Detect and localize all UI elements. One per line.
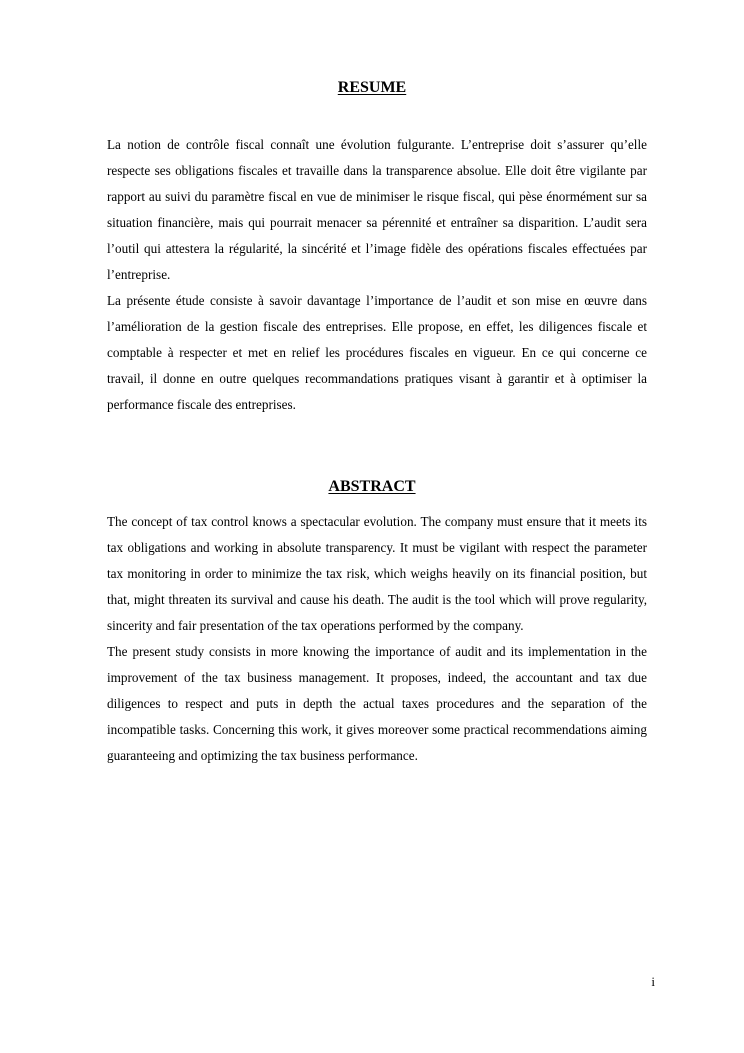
page-number: i: [651, 974, 655, 989]
resume-paragraph-2: La présente étude consiste à savoir davantage l’importance de l’audit et son mise en œuvre dans l’amélioration de la gestion fiscale des entreprises. Elle propose, en effet, les diligences fiscale et comptable à respecter et met en relief les procédures fiscales en vigueur. En ce qui concerne ce travail, il donne en outre quelques recommandations pratiques visant à garantir et à optimiser la performance fiscale des entreprises.: [107, 293, 647, 412]
resume-heading: RESUME: [337, 79, 407, 96]
abstract-heading: ABSTRACT: [328, 478, 416, 495]
resume-body: [107, 132, 647, 418]
abstract-body: [107, 509, 647, 769]
abstract-paragraph-1: The concept of tax control knows a spectacular evolution. The company must ensure that it meets its tax obligations and working in absolute transparency. It must be vigilant with respect the parameter tax monitoring in order to minimize the tax risk, which weighs heavily on its financial position, but that, might threaten its survival and cause his death. The audit is the tool which will prove regularity, sincerity and fair presentation of the tax operations performed by the company.: [107, 514, 647, 633]
resume-paragraph-1: La notion de contrôle fiscal connaît une évolution fulgurante. L’entreprise doit s’assurer qu’elle respecte ses obligations fiscales et travaille dans la transparence absolue. Elle doit être vigilante par rapport au suivi du paramètre fiscal en vue de minimiser le risque fiscal, qui pèse énormément sur sa situation financière, mais qui pourrait menacer sa pérennité et entraîner sa disparition. L’audit sera l’outil qui attestera la régularité, la sincérité et l’image fidèle des opérations fiscales effectuées par l’entreprise.: [107, 137, 647, 282]
abstract-paragraph-2: The present study consists in more knowing the importance of audit and its implementation in the improvement of the tax business management. It proposes, indeed, the accountant and tax due diligences to respect and puts in depth the actual taxes procedures and the separation of the incompatible tasks. Concerning this work, it gives moreover some practical recommendations aiming guaranteeing and optimizing the tax business performance.: [107, 644, 647, 763]
